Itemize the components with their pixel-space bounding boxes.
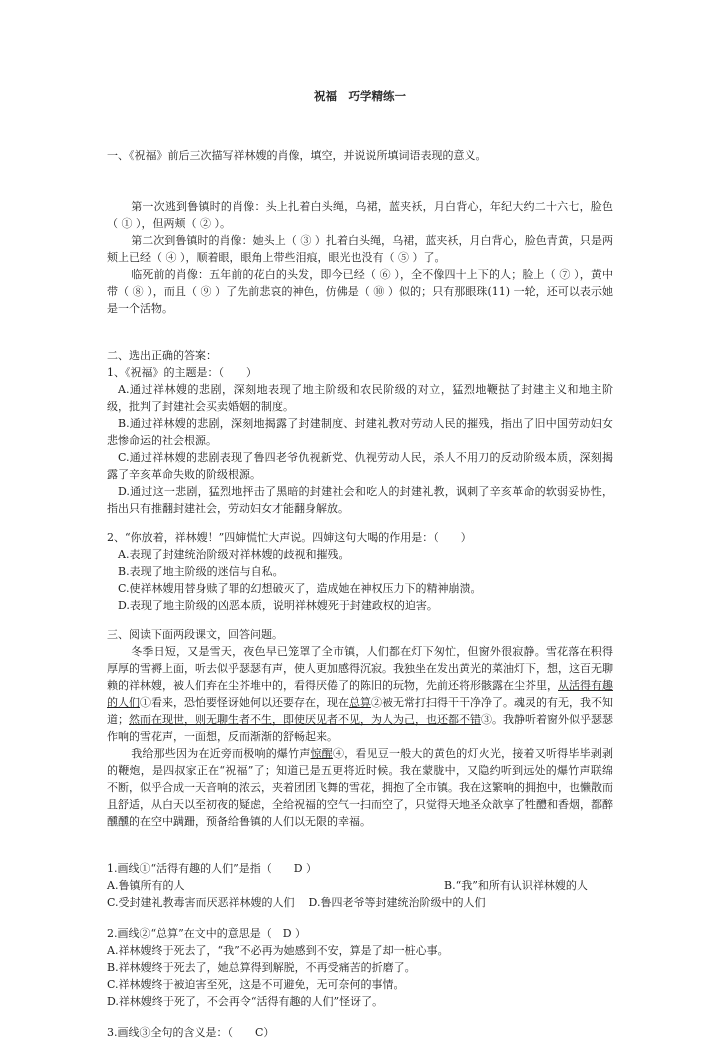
portrait-paragraphs [107, 198, 613, 317]
question-2-option-a: A.表现了封建统治阶级对祥林嫂的歧视和摧残。 [118, 548, 350, 561]
question-1-option-a: A.通过祥林嫂的悲剧，深刻地表现了地主阶级和农民阶级的对立，猛烈地鞭挞了封建主义和地主阶级，批判了封建社会买卖婚姻的制度。 [107, 383, 613, 413]
question-1-option-c: C.通过祥林嫂的悲剧表现了鲁四老爷仇视新党、仇视劳动人民，杀人不用刀的反动阶级本质，深刻揭露了辛亥革命失败的阶级根源。 [107, 451, 613, 481]
passage-text: ④，看见豆一般大的黄色的灯火光，接着又听得毕毕剥剥的鞭炮，是四叔家正在“祝福”了；知道已是五更将近时候。我在蒙胧中，又隐约听到远处的爆竹声联绵不断，似乎合成一天音响的浓云，夹着团团飞舞的雪花，拥抱了全市镇。我在这繁响的拥抱中，也懒散而且舒适，从白天以至初夜的疑虑，全给祝福的空气一扫而空了，只觉得天地圣众歆享了牲醴和香烟，都醉醺醺的在空中蹒跚，预备给鲁镇的人们以无限的幸福。 [107, 747, 614, 828]
reading-question-1-option-b: B.“我”和所有认识祥林嫂的人 [444, 879, 588, 892]
reading-question-1-option-d: D.鲁四老爷等封建统治阶级中的人们 [308, 896, 486, 909]
underline-3: 然而在现世，则无聊生者不生，即使厌见者不见，为人为己，也还都不错 [129, 713, 481, 726]
section-2-heading: 二、选出正确的答案： [107, 349, 217, 362]
question-2-stem: 2、“你放着，祥林嫂！”四婶慌忙大声说。四婶这句大喝的作用是：（ ） [107, 531, 472, 544]
portrait-first: 第一次逃到鲁镇时的肖像：头上扎着白头绳，乌裙，蓝夹袄，月白背心，年纪大约二十六七，脸色（ ① ），但两颊（ ② ）。 [107, 200, 613, 230]
reading-question-1 [107, 860, 613, 911]
passage-paragraph-1 [107, 643, 613, 745]
passage-text: ①看来，恐怕要怪讶她何以还要存在，现在 [140, 696, 349, 709]
question-2-option-c: C.使祥林嫂用替身赎了罪的幻想破灭了，造成她在神权压力下的精神崩溃。 [118, 582, 482, 595]
underline-1: 从活得有趣的人们 [107, 679, 613, 709]
section-3-heading: 三、阅读下面两段课文，回答问题。 [107, 628, 283, 641]
passage-text: 冬季日短，又是雪天，夜色早已笼罩了全市镇，人们都在灯下匆忙，但窗外很寂静。雪花落在积得厚厚的雪褥上面，听去似乎瑟瑟有声，使人更加感得沉寂。我独坐在发出黄光的菜油灯下，想，这百无聊赖的祥林嫂，被人们弃在尘芥堆中的，看得厌倦了的陈旧的玩物，先前还将形骸露在尘芥里， [107, 645, 613, 692]
reading-question-3 [107, 1024, 613, 1041]
reading-question-3-stem: 3.画线③全句的含义是：（ C） [107, 1026, 275, 1039]
passage-paragraph-2 [107, 745, 613, 830]
passage-text: ③。我静听着窗外似乎瑟瑟作响的雪花声，一面想，反而渐渐的舒畅起来。 [107, 713, 613, 743]
reading-question-2 [107, 925, 613, 1010]
reading-question-1-option-c: C.受封建礼教毒害而厌恶祥林嫂的人们 [107, 896, 295, 909]
question-2-option-d: D.表现了地主阶级的凶恶本质，说明祥林嫂死于封建政权的迫害。 [118, 599, 438, 612]
section-1-heading: 一、《祝福》前后三次描写祥林嫂的肖像，填空，并说说所填词语表现的意义。 [107, 149, 487, 162]
question-1-option-b: B.通过祥林嫂的悲剧，深刻地揭露了封建制度、封建礼教对劳动人民的摧残，指出了旧中国劳动妇女悲惨命运的社会根源。 [107, 417, 613, 447]
question-1-option-d: D.通过这一悲剧，猛烈地抨击了黑暗的封建社会和吃人的封建礼教，讽刺了辛亥革命的软弱妥协性，指出只有推翻封建社会，劳动妇女才能翻身解放。 [107, 485, 613, 515]
section-2 [107, 347, 613, 517]
reading-question-2-option-d: D.祥林嫂终于死了，不会再令“活得有趣的人们”怪讶了。 [107, 995, 384, 1008]
passage-text: ②被无常打扫得干干净净了。魂灵的有无，我不知道； [107, 696, 613, 726]
reading-question-2-option-b: B.祥林嫂终于死去了，她总算得到解脱，不再受痛苦的折磨了。 [107, 961, 416, 974]
question-2-option-b: B.表现了地主阶级的迷信与自私。 [118, 565, 284, 578]
question-1-stem: 1、《祝福》的主题是：（ ） [107, 366, 257, 379]
portrait-second: 第二次到鲁镇时的肖像：她头上（ ③ ）扎着白头绳，乌裙，蓝夹袄，月白背心，脸色青黄，只是两颊上已经（ ④ ），顺着眼，眼角上带些泪痕，眼光也没有（ ⑤ ）了。 [107, 234, 613, 264]
section-3 [107, 626, 613, 830]
underline-4: 惊醒 [310, 747, 333, 760]
reading-question-2-stem: 2.画线②“总算”在文中的意思是（ D ） [107, 927, 307, 940]
passage-text: 我给那些因为在近旁而极响的爆竹声 [131, 747, 311, 760]
reading-question-1-stem: 1.画线①“活得有趣的人们”是指（ D ） [107, 862, 318, 875]
section-1 [107, 147, 613, 164]
reading-question-2-option-a: A.祥林嫂终于死去了，“我”不必再为她感到不安，算是了却一桩心事。 [107, 944, 449, 957]
underline-2: 总算 [349, 696, 371, 709]
document-title: 祝福 巧学精练一 [314, 89, 406, 103]
reading-question-1-option-a: A.鲁镇所有的人 [107, 879, 185, 892]
question-2 [107, 529, 613, 614]
reading-question-2-option-c: C.祥林嫂终于被迫害至死，这是不可避免，无可奈何的事情。 [107, 978, 405, 991]
portrait-third: 临死前的肖像：五年前的花白的头发，即今已经（ ⑥ ），全不像四十上下的人；脸上（ ⑦ ），黄中带（ ⑧ ），而且（ ⑨ ）了先前悲哀的神色，仿佛是（ ⑩ ）似的；只有那眼珠(11) 一轮，还可以表示她是一个活物。 [107, 268, 613, 315]
